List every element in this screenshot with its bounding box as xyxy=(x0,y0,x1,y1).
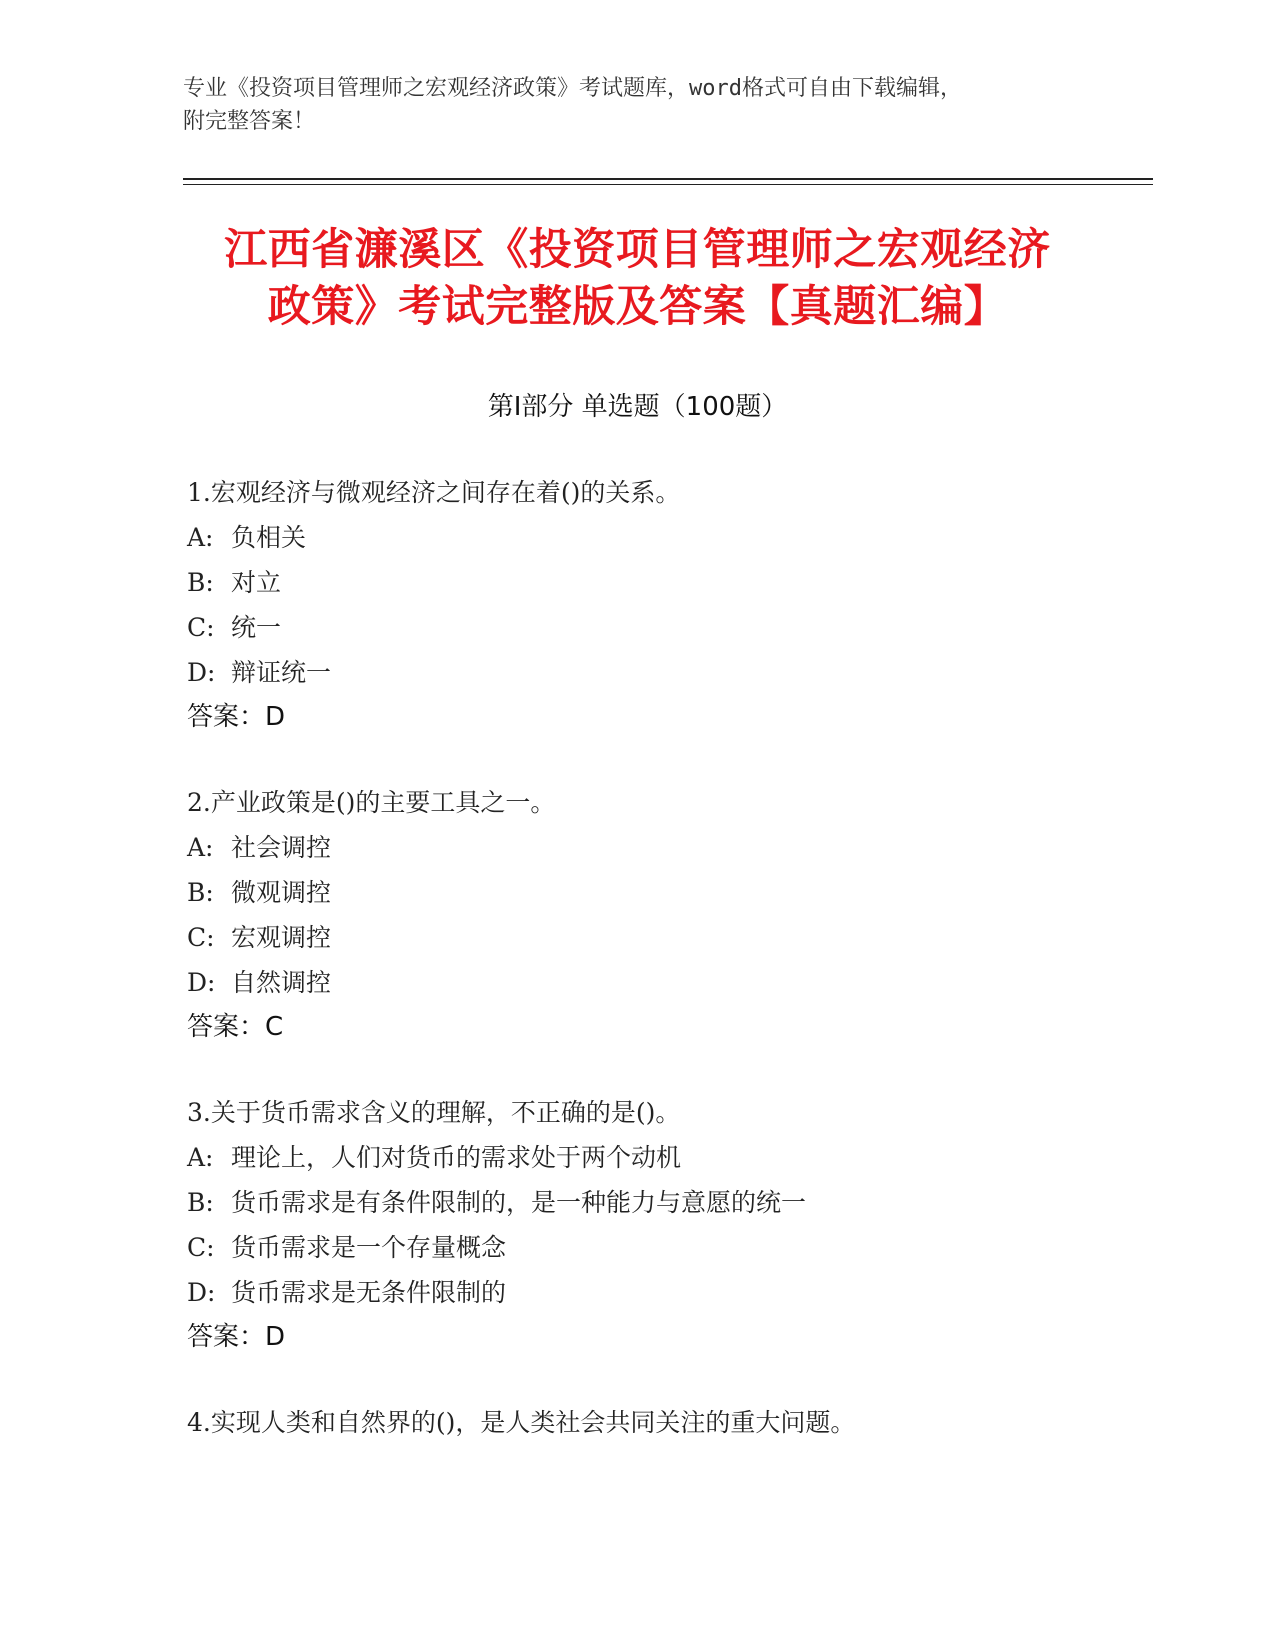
question-list xyxy=(187,470,1147,1485)
option-key: B: xyxy=(187,568,214,597)
option-key: B: xyxy=(187,878,214,907)
document-title-line-1: 江西省濂溪区《投资项目管理师之宏观经济 xyxy=(224,225,1051,275)
answer: 答案：D xyxy=(187,1322,286,1352)
option-key: D: xyxy=(187,968,216,997)
option-c xyxy=(187,605,1147,650)
option-b xyxy=(187,870,1147,915)
header-note-line-1: 专业《投资项目管理师之宏观经济政策》考试题库，word格式可自由下载编辑， xyxy=(183,76,962,101)
option-key: A: xyxy=(187,523,214,552)
option-text: 辩证统一 xyxy=(231,658,332,687)
section-title: 第Ⅰ部分 单选题（100题） xyxy=(487,392,788,422)
option-key: B: xyxy=(187,1188,214,1217)
option-text: 理论上，人们对货币的需求处于两个动机 xyxy=(231,1143,682,1172)
question-4 xyxy=(187,1400,1147,1445)
option-d xyxy=(187,650,1147,695)
header-note xyxy=(183,72,1083,138)
answer: 答案：D xyxy=(187,702,286,732)
option-key: D: xyxy=(187,658,216,687)
option-key: A: xyxy=(187,1143,214,1172)
question-stem: 3.关于货币需求含义的理解，不正确的是()。 xyxy=(187,1098,681,1127)
option-d xyxy=(187,1270,1147,1315)
option-key: D: xyxy=(187,1278,216,1307)
option-text: 微观调控 xyxy=(231,878,332,907)
option-a xyxy=(187,515,1147,560)
question-3 xyxy=(187,1090,1147,1360)
question-1 xyxy=(187,470,1147,740)
option-a xyxy=(187,1135,1147,1180)
option-text: 负相关 xyxy=(231,523,307,552)
option-d xyxy=(187,960,1147,1005)
option-b xyxy=(187,560,1147,605)
question-stem: 4.实现人类和自然界的()，是人类社会共同关注的重大问题。 xyxy=(187,1408,856,1437)
question-stem: 2.产业政策是()的主要工具之一。 xyxy=(187,788,556,817)
option-a xyxy=(187,825,1147,870)
header-divider-thin xyxy=(183,184,1153,185)
option-key: C: xyxy=(187,923,215,952)
document-title-line-2: 政策》考试完整版及答案【真题汇编】 xyxy=(267,282,1008,332)
answer: 答案：C xyxy=(187,1012,284,1042)
option-key: A: xyxy=(187,833,214,862)
option-key: C: xyxy=(187,613,215,642)
option-text: 货币需求是有条件限制的，是一种能力与意愿的统一 xyxy=(231,1188,807,1217)
option-text: 货币需求是无条件限制的 xyxy=(231,1278,507,1307)
option-text: 宏观调控 xyxy=(231,923,332,952)
option-c xyxy=(187,1225,1147,1270)
option-text: 对立 xyxy=(231,568,282,597)
option-c xyxy=(187,915,1147,960)
option-text: 社会调控 xyxy=(231,833,332,862)
option-text: 自然调控 xyxy=(231,968,332,997)
option-b xyxy=(187,1180,1147,1225)
question-2 xyxy=(187,780,1147,1050)
document-title xyxy=(100,222,1175,336)
option-text: 货币需求是一个存量概念 xyxy=(231,1233,507,1262)
option-key: C: xyxy=(187,1233,215,1262)
header-note-line-2: 附完整答案！ xyxy=(183,109,316,134)
header-divider-thick xyxy=(183,178,1153,180)
option-text: 统一 xyxy=(231,613,282,642)
question-stem: 1.宏观经济与微观经济之间存在着()的关系。 xyxy=(187,478,681,507)
